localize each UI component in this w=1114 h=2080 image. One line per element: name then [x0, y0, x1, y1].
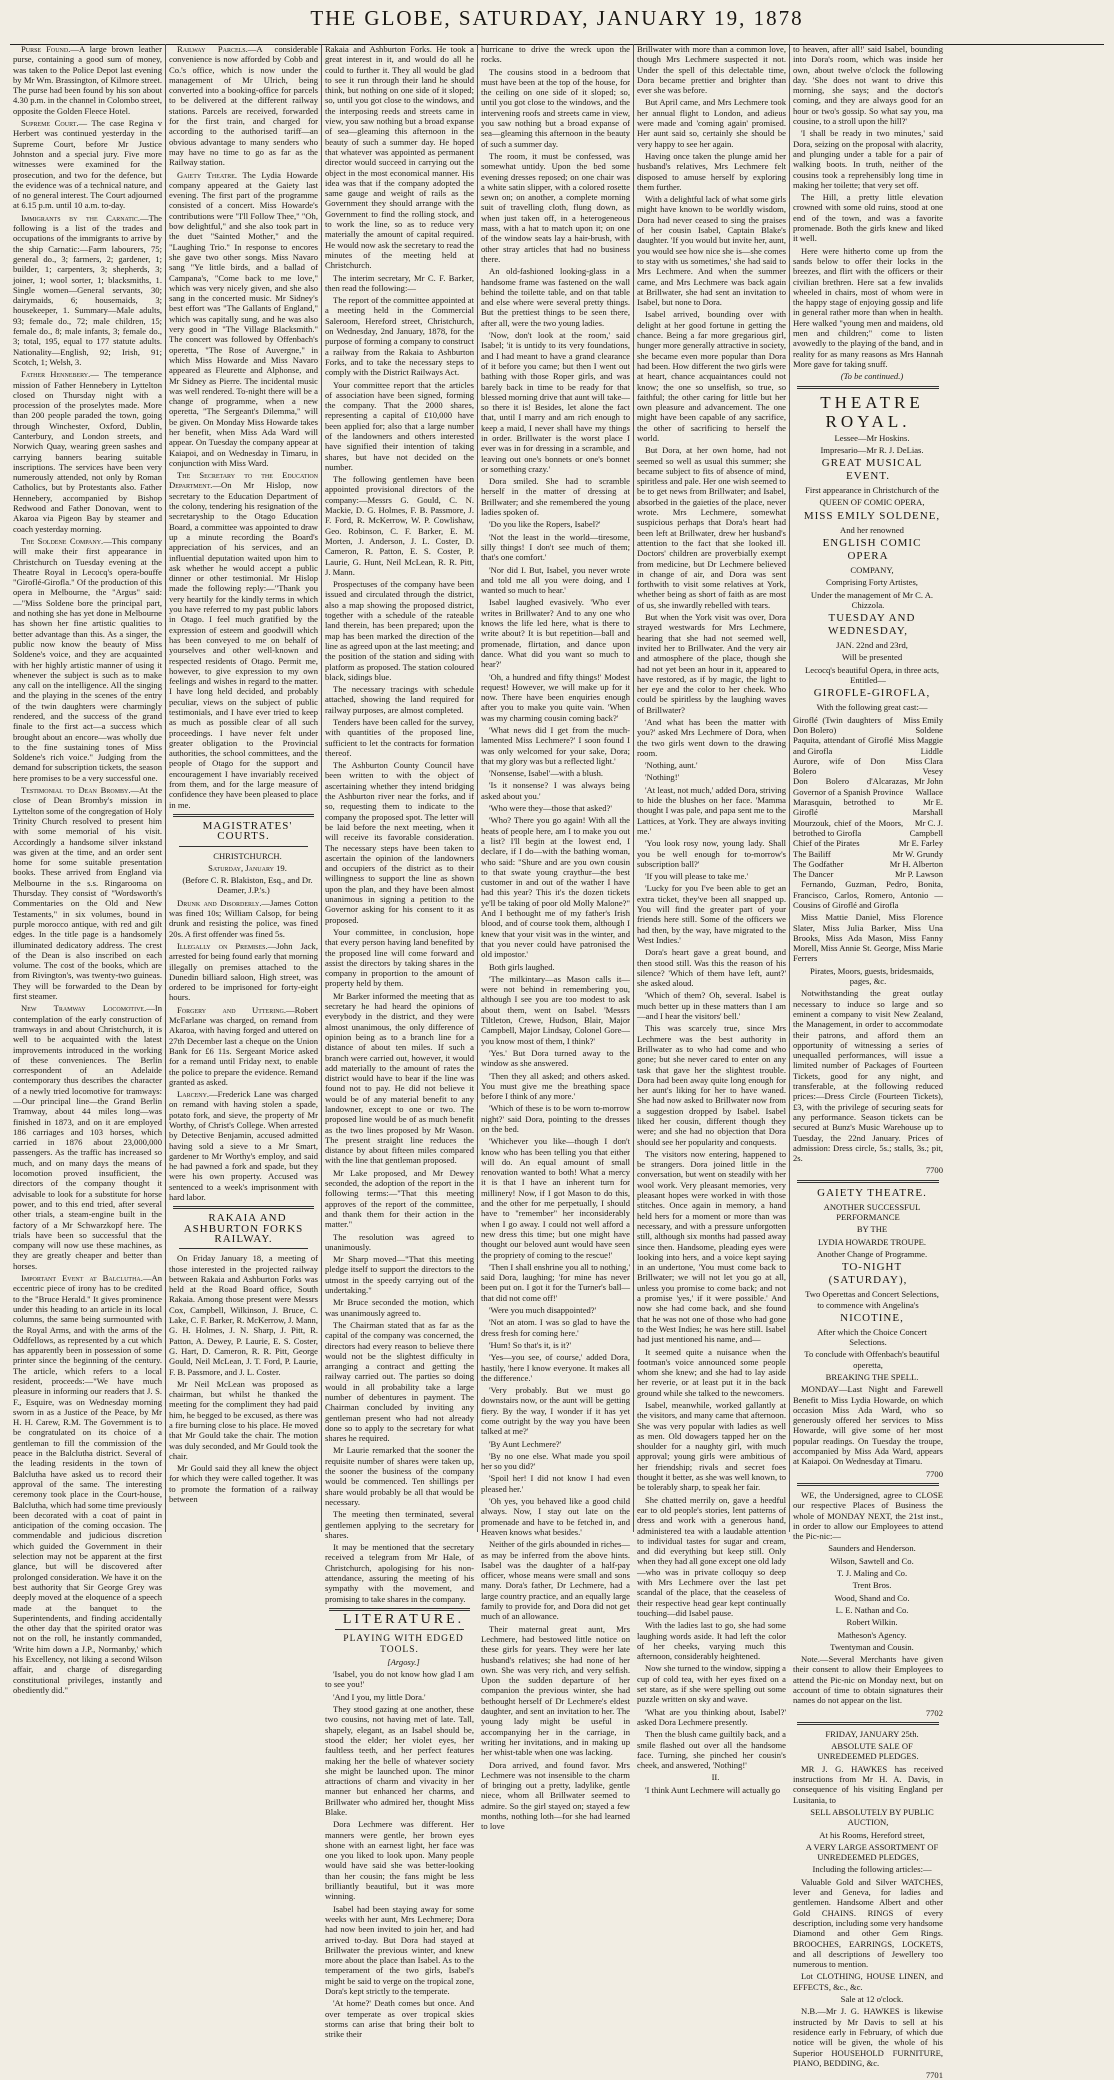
ad-number: 7700: [925, 1165, 943, 1176]
ad-line: Lecocq's beautiful Opera, in three acts, Entitled—: [805, 664, 939, 686]
article-text: — The case Regina v Herbert was continued yesterday in the Supreme Court, before Mr Justice Johnston and a special jury. Five more witnesses were examined for the prosecution, and two for the defence, but the evidence was of a technical nature, and of no general interest. The Court adjourned at 6.15 p.m. until 10 a.m. to-day.: [13, 118, 162, 211]
article-text: 'Nothing!': [645, 772, 680, 783]
ad-line: LYDIA HOWARDE TROUPE.: [817, 1236, 927, 1247]
article-text: Their maternal great aunt, Mrs Lechmere, had bestowed little notice on these girls for years. They were her late husband's relatives; she had none of her own. She was very rich, and very selfish. Upon the sudden departure of her companion the previous winter, she had bethought herself of Dr Lechmere's eldest daughter, and sent an invitation to her. The young lady might be useful in accompanying her in the carriage, in writing her invitations, and in making up her whist-table when one was lacking.: [481, 1623, 630, 1758]
article-text: Isabel laughed evasively. 'Who ever writes in Brillwater? And to any one who knows the life led here, what is there to write about? It is but repetition—ball and promenade, flirtation, and dance upon dance. What did you want so much to hear?': [481, 597, 630, 670]
ad-line: Comprising Forty Artistes,: [826, 577, 918, 588]
column-1: [10, 44, 166, 1695]
article: [169, 1089, 318, 1202]
article-text: Then the blush came guiltily back, and a smile flashed out over all the handsome face. Turning, she pinched her cousin's cheek, and answered, 'Nothing!': [637, 1729, 786, 1771]
divider: [797, 1722, 939, 1725]
article-text: 'Now, don't look at the room,' said Isabel; 'it is untidy to its very foundations, and I had meant to have a grand clearance of it before you came; but then I went out bathing with those Roper girls, and was barely back in time to be ready for that blessed morning drive that aunt will take—so there it is! Besides, let alone the fact that, until I marry and am rich enough to keep a maid, I never shall have my things in order. Brillwater is the worst place I ever was in for dressing in a scramble, and leaving out one's bonnets or one's bonnet or something crazy.': [481, 330, 630, 474]
article-text: The visitors now entering, happened to be strangers. Dora joined little in the conversation, but went on steadily with her wool work. Very pleasant memories, very pleasant hopes were worked in with those stitches. Once again in memory, a hand held hers for a moment or more than was necessary, and with a pressure unforgotten still, although six months had passed away since then. Handsome, pleading eyes were looking into hers, and a voice kept saying in an undertone, 'You must come back to Brillwater; we will not let you go at all, unless you promise to come back; and not a promise 'yes,' if it were possible.' And now she had come back, and she found that he was not one of those who had gone to the West Indies; he was here still. Isabel had just mentioned his name, and—: [637, 1148, 786, 1345]
masthead: [0, 6, 1114, 40]
article-text: But April came, and Mrs Lechmere took her annual flight to London, and adieus were made and 'coming again' promised. Her aunt said so, certainly she should be very happy to see her again.: [637, 97, 786, 149]
article-text: Your committee report that the articles of association have been signed, forming the company. That the 2000 shares, representing a capital of £10,000 have been applied for; also that a large number of the landowners and others interested have signified their intention of taking shares, but have not decided on the number.: [325, 379, 474, 472]
article-lead: Testimonial to Dean Bromby.: [21, 785, 131, 796]
article-text: 'By Aunt Lechmere?': [489, 1438, 562, 1449]
ad-line: ANOTHER SUCCESSFUL PERFORMANCE: [823, 1201, 921, 1223]
divider: [173, 1206, 314, 1209]
article-text: —The following is a list of the trades and occupations of the immigrants to arrive by the ship Carnatic:—Farm labourers, 75; general do., 3; farmers, 2; gardener, 1; builder, 1; carpenters, 3; shepherds, 3; joiner, 1; wool sorter, 1; blacksmiths, 1. Single women—General servants, 30; dairymaids, 6; housemaids, 3; housekeeper, 1. Summary—Male adults, 93; female do., 72; male children, 15; female do., 8; male infants, 3; female do., 3; total, 195, equal to 177 statute adults. Nationality—English, 92; Irish, 91; Scotch, 1; Welsh, 3.: [13, 212, 162, 367]
ad-line: ABSOLUTE SALE OF UNREDEEMED PLEDGES.: [817, 1741, 919, 1762]
firm-name: L. E. Nathan and Co.: [835, 1604, 909, 1615]
ad-line: First appearance in Christchurch of the: [805, 485, 939, 496]
section-subheading: CHRISTCHURCH.: [213, 850, 282, 861]
article-text: —John Jack, arrested for being found early that morning illegally on premises attached to the Dunedin billiard saloon, High street, was ordered to be imprisoned for forty-eight hours.: [169, 940, 318, 1003]
article-text: —On Mr Hislop, now secretary to the Education Department of the colony, tendering his resignation of the secretaryship to the Otago Education Board, a committee was appointed to draw up a minute recording the Board's appreciation of his services, and an influential deputation waited upon him to ask whether he would accept a public dinner or other testimonial. Mr Hislop made the following reply:—"Thank you very heartily for the kindly terms in which you have referred to my past public labors in Otago. I feel much gratified by the expression of esteem and goodwill which has been conveyed to me on behalf of yourselves and other well-known and respected residents of Otago. Permit me, however, to give expression to my own feelings and wishes in regard to the matter. I have long held decided, and probably peculiar, views on the subject of public testimonials, and I have ever tried to keep as much as possible clear of all such proceedings. I have never felt under greater obligation to the Provincial authorities, the school committees, and the people of Otago for the support and encouragement I have invariably received from them, and for the large measure of confidence they have been pleased to place in me.: [169, 480, 318, 810]
article-lead: The Soldene Company.: [21, 535, 104, 546]
article-text: —A considerable convenience is now afforded by Cobb and Co.'s office, which is now under the management of Mr Ulrich, being converted into a booking-office for parcels to be delivered at the different railway stations. Parcels are received, forwarded for the first train, and charged for according to the authorised tariff—an obvious advantage to many senders who may have no time to go as far as the Railway station.: [169, 44, 318, 168]
ad-line: TO-NIGHT (SATURDAY),: [828, 1261, 908, 1287]
ad-line: QUEEN OF COMIC OPERA,: [819, 497, 925, 508]
divider: [335, 1629, 464, 1630]
article: [13, 536, 162, 783]
article-text: 'I think Aunt Lechmere will actually go: [645, 1784, 781, 1795]
article-text: 'Oh, a hundred and fifty things!' Modest request! However, we will make up for it now. There have been enquiries enough after you to make you quite vain. 'When was my charming cousin coming back?': [481, 671, 630, 723]
article-text: —In contemplation of the early construction of tramways in and about Christchurch, it is well to be acquainted with the latest improvements introduced in the working of these conveniences. The Berlin correspondent of an Adelaide contemporary thus describes the character of a newly tried locomotive for tramways:—Our principal line—the Grand Berlin Tramway, about 44 miles long—was finished in 1873, and on it are employed 186 carriages and 103 horses, which carried in 1876 about 23,000,000 passengers. As the traffic has increased so much, and on many days the means of locomotion proved insufficient, the directors of the company thought it advisable to look for a substitute for horse power, and to this end tried, after several other trials, a steam-engine built in the factory of a Mr Schwarzkopf here. The trials have been so successful that the company will now use these machines, as they are greatly cheaper and better than horses.: [13, 1003, 162, 1271]
article-text: —At the close of Dean Bromby's mission in Lyttelton some of the congregation of Holy Trinity Church resolved to present him with some memorial of his visit. Accordingly a handsome silver inkstand was given at the time, and an order sent home for some suitable presentation books. These arrived from England via Melbourne in the s.s. Ringarooma on Thursday. They consist of "Wordsworth's Commentaries on the Old and New Testaments," in six volumes, bound in purple morocco antique, with red and gilt edges. In the title page is a handsomely illuminated dedicatory address. The crest of the Dean is also inscribed on each volume. The cost of the books, which are from Rivington's, was twenty-two guineas. They will be forwarded to the Dean by first steamer.: [13, 785, 163, 1002]
article-text: hurricane to drive the wreck upon the rocks.: [481, 44, 630, 65]
ad-line: Will be presented: [841, 652, 903, 663]
ad-number: 7700: [925, 1468, 943, 1479]
section-heading: MAGISTRATES' COURTS.: [202, 819, 293, 843]
article-text: 'Who? There you go again! With all the heats of people here, am I to make you out a list? I'll begin at the lowest end, I declare, if I do—with the bathing woman, who said: "Shure and are you own cousin to that swate young craythur—the best customer in and out of the wather I have had this year? This it's the dozen tickets ye'll be taking of poor old Molly Malone?" And I bethought me of my father's Irish blood, and of course took them, although I knew that your visit was in the winter, and that you never could have patronised the old impostor.': [481, 815, 630, 960]
article-text: Isabel arrived, bounding over with delight at her good fortune in getting the chance. Being a far more gregarious girl, hunger more generally attractive in society, she became even more popular than Dora had been. How different the two girls were at heart, chance acquaintances could not know; the one so unselfish, so true, so faithful; the other caring for little but her own pleasure and advancement. The one might have been capable of any sacrifice, the other of sacrificing to herself the world.: [637, 309, 786, 443]
divider: [797, 1483, 939, 1486]
article-text: Brillwater with more than a common love, though Mrs Lechmere suspected it not. Under the spell of this delectable time, Dora became prettier and brighter than ever she was before.: [637, 44, 786, 96]
theatre-royal-ad: [793, 393, 943, 1176]
article-text: Dora's heart gave a great bound, and then stood still. Was this the reason of his silence? 'Which of them have left, aunt?' she asked aloud.: [637, 947, 786, 989]
article-text: 'What news did I get from the much-lamented Miss Lechmere?' I soon found I was only welcomed for your sake, Dora; that my glory was but a reflected light.': [481, 725, 630, 766]
article: [13, 369, 162, 534]
article: [13, 1273, 162, 1695]
ad-number: 7702: [925, 1707, 943, 1718]
article-text: With a delightful lack of what some girls might have known to be worldly wisdom, Dora had never ceased to sing the praises of her cousin Isabel, Captain Blake's daughter. 'If you would but invite her, aunt, you would see how nice she is—she comes to stay with us sometimes,' she had said to Mrs Lechmere. And when the summer came, and Mrs Lechmere was back again at Brillwater, she had sent an invitation to Isabel, but none to Dora.: [637, 194, 786, 308]
ad-line: BREAKING THE SPELL.: [825, 1371, 919, 1382]
cast-role: The Godfather: [793, 858, 844, 869]
article-lead: Father Hennebery.: [21, 369, 91, 380]
article-text: Dora Lechmere was different. Her manners were gentle, her brown eyes shone with an earnest light, her face was one you liked to look upon. Many people would have said she was better-looking than her cousin; the fans might be less brilliantly beautiful, but it was more winning.: [325, 1819, 474, 1902]
article-text: —A large brown leather purse, containing a good sum of money, was taken to the Police Depot last evening by Mr Wm. Brassington, of Kilmore street. The purse had been found by his son about 4.30 p.m. in the channel in Colombo street, opposite the Golden Fleece Hotel.: [13, 44, 162, 116]
ad-line: MISS EMILY SOLDENE,: [803, 509, 941, 522]
article-text: 'Who were they—those that asked?': [489, 803, 612, 814]
section-heading: RAKAIA AND ASHBURTON FORKS RAILWAY.: [183, 1212, 304, 1245]
article-text: Mr Sharp moved—"That this meeting pledge itself to support the directors to the utmost in the speedy carrying out of the undertaking.": [325, 1254, 474, 1296]
column-5: [634, 44, 790, 1795]
firm-name: Wood, Shand and Co.: [834, 1592, 910, 1603]
ad-text: Notwithstanding the great outlay necessary to induce so large and so eminent a company to visit New Zealand, the Management, in order to accommodate their patrons, and afford them an opportunity of witnessing a series of unequalled performances, will issue a limited number of Packages of Fourteen Tickets, good for any night, and transferable, at the following reduced prices:—Dress Circle (Fourteen Tickets), £3, with the privilege of securing seats for any performance. Season tickets can be secured at Bunz's Music Warehouse up to Tuesday, the 22nd January. Prices of admission: Dress circle, 5s.; stalls, 3s.; pit, 2s.: [793, 988, 943, 1164]
article-text: The necessary tracings with schedule attached, showing the land required for railway purposes, are almost completed.: [325, 684, 474, 715]
article: [13, 213, 162, 367]
ad-line: A VERY LARGE ASSORTMENT OF UNREDEEMED PLEDGES,: [805, 1841, 939, 1863]
article-lead: Railway Parcels.: [177, 44, 248, 54]
article-text: The interim secretary, Mr C. F. Barker, then read the following:—: [325, 272, 474, 293]
cast-row: [793, 818, 943, 839]
ad-line: NICOTINE,: [840, 1311, 904, 1324]
article-text: 'Whichever you like—though I don't know who has been telling you that either will do. An equal amount of small renovation wanted to both! What a mercy it is that I have an inherent turn for millinery! Now, if I got Mason to do this, and the other for me perpetually, I should have to "remember" her inconsiderably when I go away. I could not well afford a new dress this time; but one might have thought our beloved aunt would have seen the propriety of coming to the rescue!': [481, 1136, 630, 1260]
article-text: —An eccentric piece of irony has to be credited to the "Bruce Herald." It gives prominence under this heading to an article in its local columns, the same being surmounted with the Royal Arms, and with the arms of the Oddfellows, as represented by a cut which has apparently been in possession of some printer since the beginning of the century. The article, which refers to a local resident, proceeds:—"We have much pleasure in informing our readers that J. S. F., Esquire, was on Wednesday morning sworn in as a Justice of the Peace, by Mr H. H. Carew, R.M. The Government is to be congratulated on its choice of a gentleman to fill the commission of the peace in the Balclutha district. Several of the leading residents in the town of Balclutha have asked us to record their approval of the same. The interesting ceremony took place in the Court-house, Balclutha, which had some time previously been decorated with a coat of paint in anticipation of the coming occasion. The commendable and judicious discretion which guided the Government in their selection may not be apparent at the first glance, but will be discovered after prolonged consideration. We have it on the best authority that Sir George Grey was deeply moved at the eloquence of a speech made at the banquet to the Superintendents, and finding accidentally the other day that the spirited orator was not on the roll, he instantly commanded, 'Write him down a J.P., Normanby,' which his Excellency, not liking a second Wilson affair, and charge of disregarding constitutional privileges, instantly and obediently did.": [13, 1273, 162, 1695]
ad-text: N.B.—Mr J. G. HAWKES is likewise instructed by Mr Davis to sell at his residence early in February, of which due notice will be given, the whole of his Superior HOUSEHOLD FURNITURE, PIANO, BEDDING, &c.: [793, 2006, 943, 2068]
ad-text: Valuable Gold and Silver WATCHES, lever and Geneva, for ladies and gentlemen. Handsome Albert and other Gold CHAINS. RINGS of every description, including some very handsome Diamond and other Gem Rings. BROOCHES, EARRINGS, LOCKETS, and all descriptions of Jewellery too numerous to mention.: [793, 1876, 943, 1970]
ad-line: Another Change of Programme.: [816, 1248, 928, 1259]
firm-name: Saunders and Henderson.: [828, 1543, 916, 1554]
cast-role: Aurore, wife of Don Bolero: [793, 755, 886, 777]
article-text: 'And I you, my little Dora.': [333, 1691, 426, 1702]
article-text: The Chairman stated that as far as the capital of the company was concerned, the directors had every reason to believe there would not be the slightest difficulty in arranging a contract and getting the railway carried out. The parties so doing would in all probability take a large number of debentures in payment. The Chairman concluded by inviting any gentleman present who had not already done so to apply to the secretary for what shares he required.: [325, 1319, 474, 1444]
ad-line: Two Operettas and Concert Selections, to commence with Angelina's: [805, 1289, 939, 1310]
article: [13, 44, 162, 116]
closing-notice-ad: [793, 1490, 943, 1718]
to-be-continued: (To be continued.): [840, 371, 904, 382]
cast-row: [793, 838, 943, 848]
ad-line: Lessee—Mr Hoskins.: [834, 432, 910, 443]
firm-name: Twentyman and Cousin.: [830, 1641, 914, 1652]
article: [13, 785, 162, 1001]
cast-role: The Dancer: [793, 869, 834, 880]
cast-row: [793, 859, 943, 869]
ad-line: FRIDAY, JANUARY 25th.: [825, 1728, 919, 1739]
article-text: The resolution was agreed to unanimously.: [325, 1231, 474, 1252]
article-text: Tenders have been called for the survey, with quantities of the proposed line, sufficient to let the contracts for formation thereof.: [325, 717, 474, 758]
article-text: 'Isabel, you do not know how glad I am to see you!': [325, 1669, 474, 1690]
article: [169, 1005, 318, 1087]
article-text: 'Not the least in the world—tiresome, silly things! I don't see much of them; that's one comfort.': [481, 531, 630, 563]
article-text: 'At least, not much,' added Dora, striving to hide the blushes on her face. 'Mamma thought I was pale, and papa sent me to the Lattices, at York. They are always inviting me.': [637, 784, 786, 836]
divider: [179, 1248, 308, 1249]
article-text: Mr Lake proposed, and Mr Dewey seconded, the adoption of the report in the following terms:—"That this meeting approves of the report of the committee, and thank them for their action in the matter.": [325, 1167, 474, 1230]
article-text: The meeting then terminated, several gentlemen applying to the secretary for shares.: [325, 1509, 474, 1540]
article-text: Here were hitherto come up from the sands below to offer their locks in the breezes, and flirt with the officers or their civilian brethren. Here sat a few invalids wheeled in chairs, most of whom were in the happy stage of enjoying gossip and life in general rather more than when in health. Here walked "young men and maidens, old men and children;" come to listen avowedly to the playing of the band, and in reality for as many reasons as Mrs Hannah More gave for taking snuff.: [793, 245, 943, 369]
firm-name: Trent Bros.: [852, 1580, 892, 1591]
article-text: 'Then they all asked; and others asked. You must give me the breathing space before I think of any more.': [481, 1070, 630, 1102]
article-text: They stood gazing at one another, these two cousins, not having met of late. Tall, shapely, elegant, as an Isabel should be, stood the elder; her violet eyes, her faultless teeth, and her perfect features making her the belle of whatever society she might be launched upon. The minor attractions of charm and vivacity in her manner but enhanced her charms, and Brillwater who admired her, thought Miss Blake.: [325, 1704, 474, 1817]
article: [13, 1003, 162, 1271]
divider: [329, 1608, 470, 1611]
firm-name: T. J. Maling and Co.: [836, 1568, 908, 1579]
ad-heading: THEATRE ROYAL.: [820, 392, 924, 431]
column-2: [166, 44, 322, 1532]
article-text: The Lydia Howarde company appeared at the Gaiety last evening. The first part of the programme consisted of a concert. Miss Howarde's contributions were "I'll Follow Thee," "Oh, bow delightful," and she also took part in the duet "Sainted Mother," and the "Laughing Trio." In response to encores she gave two other songs. Miss Navaro sang "Ye little birds, and a ballad of Campana's, "Come back to me love," which was very nicely given, and she also sang in the concerted music. Mr Sidney's best effort was "The Gallants of England," which was capitally sung, and he was also very good in "The Village Blacksmith." The concert was followed by Offenbach's operetta, "The Rose of Auvergne," in which Miss Howarde and Miss Navaro appeared as Fleurette and Alphonse, and Mr Sidney as Pierre. The incidental music was well rendered. To-night there will be a change of programme, when a new operetta, "The Sergeant's Dilemma," will be given. On Monday Miss Howarde takes her benefit, when Miss Ada Ward will appear. On Tuesday the company appear at Kaiapoi, and on Wednesday in Timaru, in conjunction with Miss Ward.: [169, 169, 318, 468]
cast-role: Marasquin, betrothed to Giroflé: [793, 797, 895, 818]
ad-heading: GAIETY THEATRE.: [817, 1186, 927, 1199]
article-text: Prospectuses of the company have been issued and circulated through the district, also a map showing the proposed district, together with a schedule of the rateable land therein, has been prepared; upon the map has been marked the direction of the line as agreed upon at the last meeting; and the position of the station and siding with platform as proposed. The station coloured black, sidings blue.: [325, 579, 474, 682]
article-text: The following gentlemen have been appointed provisional directors of the company:—Messrs G. Gould, C. N. Mackie, D. G. Holmes, F. B. Passmore, J. F. Ford, R. McKerrow, W. P. Cowlishaw, Geo. Robinson, C. F. Barker, E. M. Morten, J. Anderson, J. L. Coster, D. Cameron, R. Patton, E. S. Coster, P. Laurie, G. Hunt, Neil McLean, R. R. Pitt, J. Mann.: [325, 474, 474, 577]
column-4: [478, 44, 634, 1832]
ad-line: COMPANY,: [850, 564, 894, 575]
article-text: Mr Bruce seconded the motion, which was unanimously agreed to.: [325, 1297, 474, 1318]
article-text: to heaven, after all!' said Isabel, bounding into Dora's room, which was inside her own, about twelve o'clock the following day. 'She does not want to drive this morning, she says; and the doctor's coming, and they are always good for an hour or two's gossip. So what say you, ma cousine, to a stroll upon the hill?': [793, 44, 943, 127]
cast-role: Don Bolero d'Alcarazas, Governor of a Spanish Province: [793, 776, 909, 797]
cast-role: Paquita, attendant of Giroflé and Girofla: [793, 735, 893, 756]
cast-actor: Miss Maggie Liddle: [897, 735, 943, 756]
article: [169, 898, 318, 939]
article-text: 'And what has been the matter with you?' asked Mrs Lechmere of Dora, when the two girls went down to the drawing room.: [637, 717, 786, 758]
cast-row: [793, 797, 943, 818]
cast-actor: Mr H. Alberton: [889, 858, 943, 869]
ad-line: ENGLISH COMIC OPERA: [822, 536, 922, 562]
article-lead: Gaiety Theatre.: [177, 169, 238, 180]
article-text: 'Do you like the Ropers, Isabel?': [489, 519, 601, 530]
article-lead: Drunk and Disorderly.: [177, 897, 262, 908]
ad-text: Note.—Several Merchants have given their consent to allow their Employees to attend the Pic-nic on Monday next, but on account of time to obtain signatures their names do not appear on the list.: [793, 1654, 943, 1706]
court-bench: (Before C. R. Blakiston, Esq., and Dr. Deamer, J.P.'s.): [182, 875, 313, 896]
article-text: Mr Barker informed the meeting that as secretary he had heard the opinions of everybody in the district, and they were almost unanimous, the only difference of opinion being as to a branch line for a distance of about ten miles. If such a branch were carried out, however, it would add materially to the amount of rates the district would have to bear if the line was found not to pay. He did not believe it would be of any material benefit to any landowner, except to one or two. The proposed line would be of as much benefit as the two lines proposed by Mr Wason. The present straight line reduces the distance by about fifteen miles compared with the line that gentleman proposed.: [325, 990, 474, 1166]
article-text: —Robert McFarlane was charged, on remand from Akaroa, with having forged and uttered on 27th December last a cheque on the Union Bank for £6 11s. Sergeant Morice asked for a remand until Friday next, to enable the police to prepare the evidence. Remand granted as asked.: [169, 1004, 318, 1087]
article-text: On Friday January 18, a meeting of those interested in the projected railway between Rakaia and Ashburton Forks was held at the Road Board office, South Rakaia. Among those present were Messrs Cox, Campbell, Wilkinson, J. Bruce, C. Lake, C. F. Barker, R. McKerrow, J. Mann, G. H. Holmes, J. N. Sharp, J. Pitt, R. Patton, A. Dewey, P. Laurie, E. S. Coster, G. Hart, D. Cameron, R. R. Pitt, George Gould, Neil McLean, J. T. Ford, P. Laurie, F. B. Passmore, and J. L. Coster.: [169, 1253, 318, 1377]
article-text: 'I shall be ready in two minutes,' said Dora, seizing on the proposal with alacrity, and plunging under a table for a pair of walking boots. In truth, neither of the cousins took a reprehensibly long time in making her toilette; that very set off.: [793, 128, 943, 190]
article-text: Neither of the girls abounded in riches—as may be inferred from the above hints. Isabel was the daughter of a half-pay officer, whose means were small and sons many. Dora's father, Dr Lechmere, had a large country practice, and an equally large family to provide for, and Dora did not get much of an allowance.: [481, 1539, 630, 1622]
article-lead: Forgery and Uttering.: [177, 1004, 287, 1015]
article-text: Dora smiled. She had to scramble herself in the matter of dressing at Brillwater; and she remembered the young ladies spoken of.: [481, 476, 630, 518]
ad-line: Miss Mattie Daniel, Miss Florence Slater, Miss Julia Barker, Miss Una Brooks, Miss Ada Mason, Miss Fanny Morell, Miss Annie St. George, Miss Marie Ferrers: [793, 912, 943, 964]
story-title: PLAYING WITH EDGED TOOLS.: [343, 1634, 464, 1655]
article: [13, 118, 162, 211]
ad-line: JAN. 22nd and 23rd,: [836, 640, 908, 651]
cast-actor: Mr E. Farley: [898, 838, 943, 849]
article-text: An old-fashioned looking-glass in a handsome frame was fastened on the wall behind the toilette table, and on that table and else where were several pretty things. But the prettiest things to be seen there, after all, were the two young ladies.: [481, 266, 630, 328]
ad-line: Under the management of Mr C. A. Chizzola.: [810, 589, 934, 610]
chapter-numeral: II.: [711, 1772, 720, 1783]
article-text: Rakaia and Ashburton Forks. He took a great interest in it, and would do all he could to further it. They all would be glad to see it run through their land he should think, but nothing on one side of it sloped; so, until you got close to the windows, and the interposing reeds and streets came in view, you saw nothing but a broad expanse of sea—gleaming this afternoon in the beauty of such a summer day. He hoped that whatever was appointed as permanent director would succeed in carrying out the object in the most economical manner. His idea was that if the company adopted the same gauge and weight of rails as the Government they should arrange with the Government to find the rolling stock, and to work the line, so as to reduce very materially the amount of capital required. He would now ask the secretary to read the minutes of the meeting held at Christchurch.: [325, 44, 474, 271]
cast-role: Chief of the Pirates: [793, 838, 860, 849]
ad-line: After which the Choice Concert Selections.: [817, 1326, 927, 1348]
divider: [173, 814, 314, 817]
article-text: The cousins stood in a bedroom that must have been at the top of the house, for the ceiling on one side of it sloped; so, until you got close to the windows, and the intervening roofs and streets came in view, you saw nothing but a broad expanse of sea—gleaming this afternoon in the beauty of such a summer day.: [481, 66, 630, 149]
ad-line: SELL ABSOLUTELY BY PUBLIC AUCTION,: [810, 1806, 934, 1828]
cast-row: [793, 735, 943, 756]
article-text: She chatted merrily on, gave a heedful ear to old people's stories, lent patterns of dress and work with a generous hand, administered tea with a laudable attention to individual tastes for sugar and cream, and did everything but keep still. Only when they had all gone except one old lady—who was in private colloquy so deep with Mrs Lechmere over the last pet scandal of the place, that the ceaseless of their respective head gear kept continually touching—did Isabel pause.: [637, 1494, 786, 1618]
article-text: 'Hum! So that's it, is it?': [489, 1339, 571, 1350]
ad-number: 7701: [925, 2070, 943, 2080]
auction-ad: [793, 1729, 943, 2080]
article-text: 'Yes.' But Dora turned away to the window as she answered.: [481, 1047, 630, 1069]
ad-line: GIROFLE-GIROFLA,: [813, 687, 931, 700]
article-text: With the ladies last to go, she had some laughing words aside. It had left the color of her cheeks, varying much this afternoon, considerably heightened.: [637, 1620, 786, 1662]
cast-role: Mourzouk, chief of the Moors, betrothed to Girofla: [793, 817, 904, 838]
column-6: [790, 44, 946, 2080]
article-text: Now she turned to the window, sipping a cup of cold tea, with her eyes fixed on a set stare, as if she were spelling out some puzzle written on sky and wave.: [637, 1663, 786, 1705]
article: [169, 44, 318, 168]
cast-role: Giroflé (Twin daughters of Don Bolero): [793, 714, 893, 735]
article-lead: The Secretary to the Education Department.: [169, 470, 318, 491]
cast-actor: Mr C. J. Campbell: [909, 817, 943, 838]
article-text: 'Then I shall enshrine you all to nothing,' said Dora, laughing; 'for mine has never been put on. I got it for the Turner's ball—that did not come off!': [481, 1261, 630, 1303]
article-text: But when the York visit was over, Dora strayed westwards for Mrs Lechmere, hearing that she had not seemed well, invited her to Brillwater. And the very air and atmosphere of the place, though she had not yet been an hour in it, appeared to have restored, as if by magic, the light to her eye and the color to her cheek. Who could be spiritless by the laughing waves of Brillwater?: [637, 612, 786, 715]
article-text: 'Nonsense, Isabel'—with a blush.: [489, 768, 604, 779]
article-text: —James Cotton was fined 10s; William Calsop, for being drunk and resisting the police, was fined 20s. A first offender was fined 5s.: [169, 897, 318, 939]
cast-row: [793, 776, 943, 797]
article: [169, 470, 318, 810]
cast-role: The Bailiff: [793, 848, 831, 859]
firm-name: Wilson, Sawtell and Co.: [830, 1555, 914, 1566]
court-date: Saturday, January 19.: [208, 862, 287, 873]
cast-row: [793, 715, 943, 736]
article-text: Dora arrived, and found favor. Mrs Lechmere was not insensible to the charm of bringing out a pretty, ladylike, gentle niece, whom all Brillwater seemed to admire. So the girl stayed on; stayed a few months, nothing loth—for she had learned to love: [481, 1759, 630, 1832]
article-text: 'What are you thinking about, Isabel?' asked Dora Lechmere presently.: [637, 1706, 786, 1727]
article-text: Both girls laughed.: [489, 961, 555, 972]
article-text: 'Very probably. But we must go downstairs now, or the aunt will be getting fiery. By the way, I wonder if it has yet come outright by the way you have been talked at me?': [481, 1385, 630, 1437]
firm-list: [793, 1543, 943, 1652]
ad-line: Impresario—Mr R. J. DeLias.: [820, 444, 924, 455]
article-text: It seemed quite a nuisance when the footman's voice announced some people whom she knew; and she had to lay aside her reverie, or at least put it in the back ground while she talked to the newcomers.: [637, 1346, 786, 1398]
gaiety-theatre-ad: [793, 1187, 943, 1479]
cast-actor: Mr W. Grundy: [892, 848, 943, 859]
ad-line: Including the following articles:—: [812, 1864, 932, 1875]
article-text: Having once taken the plunge amid her husband's relatives, Mrs Lechmere felt disposed to amuse herself by exploring them further.: [637, 150, 786, 192]
article-text: — The temperance mission of Father Hennebery in Lyttelton closed on Thursday night with a procession of the proselytes made. More than 200 people paraded the town, going through Winchester, Oxford, Dublin, Canterbury, and London streets, and Norwich Quay, wearing green sashes and carrying banners bearing suitable inscriptions. The services have been very numerously attended, not only by Roman Catholics, but by Protestants also. Father Hennebery, accompanied by Bishop Redwood and Father Donovan, went to Akaroa via Pigeon Bay by steamer and coach yesterday morning.: [13, 369, 162, 534]
cast-actor: Mr John Wallace: [914, 776, 943, 797]
cast-actor: Mr E. Marshall: [912, 797, 943, 818]
cast-actor: Miss Emily Soldene: [903, 714, 943, 735]
divider: [797, 386, 939, 389]
article-text: 'Which of them? Oh, several. Isabel is much better up in these matters than I am—and I hear the visitors' bell.': [637, 990, 786, 1022]
article-text: Isabel had been staying away for some weeks with her aunt, Mrs Lechmere; Dora had now been invited to join her, and had arrived to-day. But Dora had stayed at Brillwater the previous winter, and knew more about the place than Isabel. As to the temperament of the two girls, Isabel's might be said to verge on the tropical zone, Dora's kept strictly to the temperate.: [325, 1903, 474, 1997]
article-text: 'You look rosy now, young lady. Shall you be well enough for to-morrow's subscription ball?': [637, 838, 786, 869]
article-lead: Illegally on Premises.: [177, 940, 268, 951]
article-lead: Supreme Court.: [21, 118, 79, 129]
divider: [797, 1180, 939, 1183]
section-heading: LITERATURE.: [342, 1611, 465, 1627]
article-text: 'Spoil her! I did not know I had even pleased her.': [481, 1473, 630, 1494]
article-text: 'Were you much disappointed?': [489, 1305, 597, 1316]
cast-row: [793, 849, 943, 859]
ad-line: Fernando, Guzman, Pedro, Bonita, Francisco, Carlos, Romero, Antonio — Cousins of Giroflé and Girofla: [793, 879, 943, 910]
columns: [10, 44, 1104, 2080]
ad-line: TUESDAY AND WEDNESDAY,: [828, 612, 916, 638]
article: [169, 941, 318, 1003]
article-text: Mr Laurie remarked that the sooner the requisite number of shares were taken up, the sooner the business of the company would be commenced. Ten shillings per share would probably be all that would be necessary.: [325, 1445, 474, 1507]
article-text: The report of the committee appointed at a meeting held in the Commercial Saleroom, Hereford street, Christchurch, on Wednesday, 2nd January, 1878, for the purpose of forming a company to construct a railway from the Rakaia to Ashburton Forks, and to take the necessary steps to comply with the District Railways Act.: [325, 295, 474, 378]
article-text: —Frederick Lane was charged on remand with having stolen a spade, potato fork, and sieve, the property of Mr Worthy, of Christ's College. When arrested by Detective Benjamin, accused admitted having sold a sieve to a Mr Smart, gardener to Mr Worthy's employ, and said he had pawned a fork and spade, but they were his own property. Accused was sentenced to a week's imprisonment with hard labor.: [169, 1089, 318, 1203]
article-lead: Larceny.: [177, 1089, 210, 1100]
article: [169, 170, 318, 469]
article-text: Isabel, meanwhile, worked gallantly at the visitors, and many came that afternoon. She was very popular with ladies as well as men. Old dowagers tapped her on the shoulder for a naughty girl, with much approval; young girls were ambitious of her friendship; rivals and secret foes thought it better, as she was well known, to be tolerably sharp, to speak her fair.: [637, 1400, 786, 1493]
cast-actor: Mr P. Lawson: [895, 869, 943, 880]
article-text: Mr Gould said they all knew the object for which they were called together. It was to promote the formation of a railway between: [169, 1463, 318, 1505]
ad-text: Lot CLOTHING, HOUSE LINEN, and EFFECTS, &c., &c.: [793, 1971, 943, 1992]
firm-name: Matheson's Agency.: [837, 1629, 907, 1640]
article-text: 'Lucky for you I've been able to get an extra ticket, they've been all snapped up. You will find the greater part of your friends here still. Some of the officers we had then, by the way, have migrated to the West Indies.': [637, 883, 786, 945]
cast-list: [793, 715, 943, 880]
cast-row: [793, 869, 943, 879]
article-text: 'Yes—you see, of course,' added Dora, hastily, 'here I know everyone. It makes all the difference.': [481, 1352, 630, 1383]
article-text: 'By no one else. What made you spoil her so you did?': [481, 1450, 630, 1472]
ad-line: BY THE: [856, 1224, 888, 1235]
article-text: Your committee, in conclusion, hope that every person having land benefited by the proposed line will come forward and assist the directors by taking shares in the company in proportion to the amount of property held by them.: [325, 926, 474, 989]
article-text: But Dora, at her own home, had not seemed so well as usual this summer; she became subject to fits of absence of mind, spiritless and pale. Her one wish seemed to be to get news from Brillwater; and Isabel, absorbed in the gaieties of the place, never wrote. Mrs Lechmere, somewhat suspicious perhaps that Dora's heart had been left at Brillwater, drew her husband's attention to the fact that she looked ill. Doctors' children are proverbially exempt from medicine, but Dr Lechmere believed in change of air, and Dora was sent forthwith to visit some relatives at York, whether being as short of faith as are most of us, she inwardly rebelled with tears.: [637, 445, 786, 610]
article-text: 'Is it nonsense? I was always being asked about you.': [481, 780, 630, 801]
article-text: The Ashburton County Council have been written to with the object of ascertaining whether they intend bridging the Ashburton river near the forks, and if so, requesting them to indicate to the company the proposed spot. The letter will be laid before the next meeting, when it will receive its favorable consideration. The necessary steps have been taken to ascertain the opinion of the landowners and occupiers of the district as to their willingness to support the line as shown upon the plan, and they have been almost unanimous in signing a petition to the Governor asking for his consent to it as proposed.: [325, 760, 474, 925]
article-lead: Immigrants by the Carnatic.: [21, 212, 141, 223]
article-lead: Purse Found.: [21, 44, 71, 54]
ad-line: To conclude with Offenbach's beautiful operetta,: [804, 1349, 940, 1370]
article-text: 'Not an atom. I was so glad to have the dress fresh for coming here.': [481, 1317, 630, 1338]
ad-line: Sale at 12 o'clock.: [840, 1994, 904, 2005]
divider: [179, 846, 308, 847]
ad-line: With the following great cast:—: [816, 702, 928, 713]
article-lead: Important Event at Balclutha.: [21, 1273, 143, 1284]
article-text: 'The milkintary—as Mason calls it—were not behind in remembering you, although I see you are too modest to ask about them, went on Isabel. 'Messrs Tiltleton, Crewe, Hudson, Blair, Major Campbell, Major Lindsay, Colonel Gore—you know most of them, I think?': [481, 973, 630, 1046]
ad-text: MONDAY—Last Night and Farewell Benefit to Miss Lydia Howarde, on which occasion Miss Ada Ward, who so generously offered her services to Miss Howarde, will give some of her most popular readings. On Tuesday the troupe, accompanied by Miss Ada Ward, appears at Kaiapoi. On Wednesday at Timaru.: [793, 1384, 943, 1467]
ad-line: GREAT MUSICAL EVENT.: [821, 457, 923, 483]
column-3: [322, 44, 478, 2040]
article-text: 'Nothing, aunt.': [645, 760, 698, 771]
article-text: 'At home?' Death comes but once. And over temperate as over tropical skies storms can arise that bring their bolt to strike their: [325, 1998, 474, 2040]
ad-text: WE, the Undersigned, agree to CLOSE our respective Places of Business the whole of MONDAY NEXT, the 21st inst., in order to allow our Employees to attend the Pic-nic:—: [793, 1489, 943, 1542]
ad-line: Pirates, Moors, guests, bridesmaids, pages, &c.: [810, 965, 934, 987]
story-source: [Argosy.]: [387, 1656, 420, 1667]
article-lead: New Tramway Locomotive.: [21, 1003, 147, 1014]
article-text: This was scarcely true, since Mrs Lechmere was the best authority in Brillwater as to who had come and who gone; but she never cared to enter on any task that gave her the slightest trouble. Dora had been away quite long enough for her aunt's liking for her to have waned. She had now asked to Brillwater now from a suggestion dropped by Isabel. Isabel liked her cousin, different though they were; and she had no objection that Dora should see her popularity and conquests.: [637, 1023, 786, 1147]
article-text: 'If you will please to take me.': [645, 871, 749, 882]
ad-line: And her renowned: [840, 524, 904, 535]
masthead-title: THE GLOBE, SATURDAY, JANUARY 19, 1878: [310, 6, 804, 30]
ad-line: At his Rooms, Hereford street,: [819, 1829, 925, 1840]
article-text: The room, it must be confessed, was somewhat untidy. Upon the bed some evening dresses reposed; on one chair was a white satin slipper, with a colored rosette sewn on; on another, a complete morning suit of travelling cloth, flung down, as when just taken off, in a heterogeneous mass, with a hat to match upon it; on one of the window seats lay a hair-brush, with other stray articles that had no business there.: [481, 150, 630, 264]
cast-actor: Miss Clara Vesey: [905, 755, 943, 777]
cast-row: [793, 756, 943, 777]
article-text: It may be mentioned that the secretary received a telegram from Mr Hale, of Christchurch, apologising for his non-attendance, assuring the meeting of his sympathy with the movement, and promising to take shares in the company.: [325, 1542, 474, 1604]
firm-name: Robert Wilkin.: [846, 1617, 898, 1628]
article-text: The Hill, a pretty little elevation crowned with some old ruins, stood at one end of the town, and was a favorite promenade. Both the girls knew and liked it well.: [793, 192, 943, 244]
article-text: 'Which of these is to be worn to-morrow night?' said Dora, pointing to the dresses on the bed.: [481, 1103, 630, 1134]
article-text: 'Nor did I. But, Isabel, you never wrote and told me all you were doing, and I wanted so much to hear.': [481, 564, 630, 596]
article-text: —This company will make their first appearance in Christchurch on Tuesday evening at the Theatre Royal in Lecocq's opera-bouffe "Giroflé-Girofla." Of the production of this opera in Melbourne, the "Argus" said:—"Miss Soldene bore the principal part, and nothing she has yet done in Melbourne has shown her fine artistic qualities to better advantage than this. As a singer, the public now know the beauty of Miss Soldene's voice, and they are acquainted with her highly artistic manner of using it whenever the subject is such as to make any call on the intelligence. All the singing and the playing in the scenes of the entry of the twin daughters were charmingly rendered, and the success of the grand finale to the first act—a success which brought about an encore—was wholly due to the fine sustaining tones of Miss Soldene's rich voice." Judging from the demand for subscription tickets, the season here promises to be a very successful one.: [13, 535, 162, 783]
ad-text: MR J. G. HAWKES has received instructions from Mr H. A. Davis, in consequence of his visiting England per Lusitania, to: [793, 1763, 943, 1805]
article-text: Mr Neil McLean was proposed as chairman, but whilst he thanked the meeting for the compliment they had paid him, he begged to be excused, as there was a fire burning close to his place. He moved that Mr Gould take the chair. The motion was duly seconded, and Mr Gould took the chair.: [169, 1378, 318, 1461]
article-text: 'Oh yes, you behaved like a good child always. Now, I stay out late on the promenade and have to be fetched in, and Heaven knows what besides.': [481, 1496, 630, 1537]
